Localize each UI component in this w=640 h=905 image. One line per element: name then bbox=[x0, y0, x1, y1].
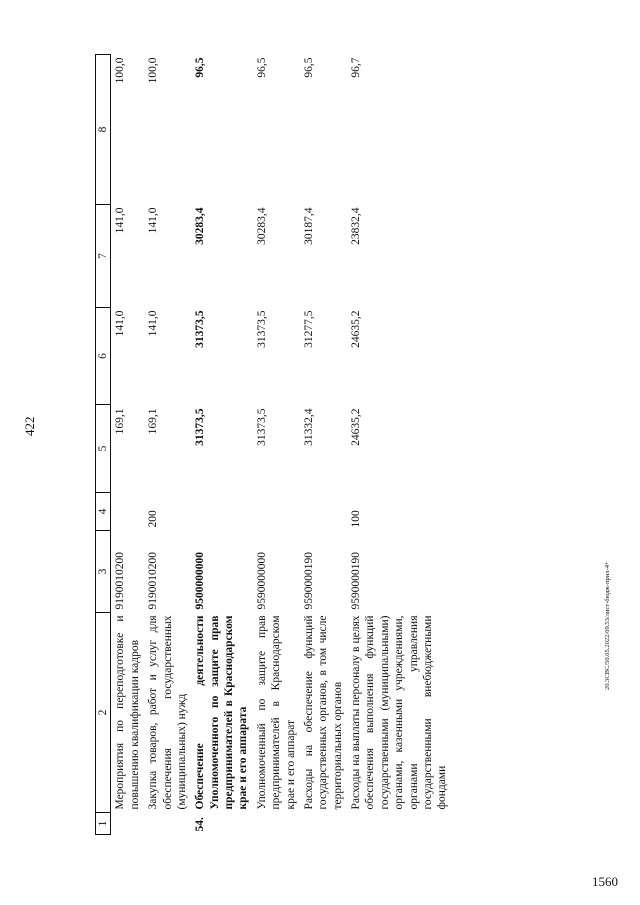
column-header: 8 bbox=[96, 55, 111, 205]
row-value-5: 31332,4 bbox=[302, 408, 315, 446]
row-value-8: 96,5 bbox=[255, 57, 268, 78]
row-name: Закупка товаров, работ и услуг для обеспечения государственных (муниципальных) нужд bbox=[147, 615, 188, 810]
row-value-8: 100,0 bbox=[147, 57, 160, 84]
document-id: 20.3СВС/50.05.2022/09.53/лист-бюдж-прил-4+ bbox=[604, 561, 611, 690]
row-value-6: 31373,5 bbox=[255, 310, 268, 348]
row-code: 9590000000 bbox=[255, 552, 268, 610]
row-code: 9190010200 bbox=[114, 552, 127, 610]
table-header-row bbox=[96, 55, 111, 835]
row-name: Обеспечение деятельности Уполномоченного по защите прав предпринимателей в Краснодарском крае и его аппарата bbox=[194, 615, 250, 810]
table-row bbox=[300, 55, 347, 835]
row-code: 9590000190 bbox=[302, 552, 315, 610]
column-header: 1 bbox=[96, 813, 111, 835]
row-number bbox=[144, 813, 191, 835]
row-name: Уполномоченный по защите прав предпринимателей в Краснодарском крае и его аппарат bbox=[255, 615, 297, 810]
row-number bbox=[253, 813, 300, 835]
row-value-7: 141,0 bbox=[147, 207, 160, 234]
column-header: 4 bbox=[96, 493, 111, 531]
row-name: Мероприятия по переподготовке и повышению квалификации кадров bbox=[114, 615, 141, 810]
row-value-5: 169,1 bbox=[114, 408, 127, 435]
row-type bbox=[300, 493, 347, 531]
row-type: 200 bbox=[147, 510, 160, 528]
budget-table bbox=[95, 54, 452, 835]
table-row bbox=[144, 55, 191, 835]
row-value-5: 31373,5 bbox=[255, 408, 268, 446]
row-code: 9500000000 bbox=[194, 552, 207, 610]
row-value-7: 30283,4 bbox=[255, 207, 268, 245]
row-value-7: 30283,4 bbox=[194, 207, 207, 245]
table-row bbox=[111, 55, 144, 835]
column-header: 7 bbox=[96, 205, 111, 308]
row-number bbox=[300, 813, 347, 835]
row-type bbox=[191, 493, 253, 531]
budget-table-container bbox=[95, 55, 585, 835]
row-type bbox=[253, 493, 300, 531]
row-name: Расходы на выплаты персоналу в целях обеспечения выполнения функций государственными (муниципальными) органами, казенными учреждениями, органами управления государственными внебюджетными фондами bbox=[350, 615, 449, 810]
column-header: 3 bbox=[96, 531, 111, 613]
column-header: 6 bbox=[96, 308, 111, 405]
row-number: 54. bbox=[194, 817, 207, 832]
row-value-6: 141,0 bbox=[114, 310, 127, 337]
row-value-6: 31373,5 bbox=[194, 310, 207, 348]
sheet-number: 1560 bbox=[592, 874, 618, 889]
row-code: 9190010200 bbox=[147, 552, 160, 610]
row-value-7: 30187,4 bbox=[302, 207, 315, 245]
row-value-8: 96,5 bbox=[302, 57, 315, 78]
row-type: 100 bbox=[350, 510, 362, 528]
table-row bbox=[191, 55, 253, 835]
table-row bbox=[347, 55, 452, 835]
row-type bbox=[111, 493, 144, 531]
column-header: 2 bbox=[96, 613, 111, 813]
row-value-6: 31277,5 bbox=[302, 310, 315, 348]
row-value-5: 24635,2 bbox=[350, 408, 362, 446]
page-number: 422 bbox=[22, 416, 37, 436]
table-row bbox=[253, 55, 300, 835]
row-value-6: 24635,2 bbox=[350, 310, 362, 348]
row-value-8: 96,5 bbox=[194, 57, 207, 78]
column-header: 5 bbox=[96, 405, 111, 493]
row-code: 9590000190 bbox=[350, 552, 362, 610]
row-value-5: 31373,5 bbox=[194, 408, 207, 446]
row-number bbox=[111, 813, 144, 835]
row-value-6: 141,0 bbox=[147, 310, 160, 337]
row-value-7: 23832,4 bbox=[350, 207, 362, 245]
row-name: Расходы на обеспечение функций государственных органов, в том числе территориальных органов bbox=[302, 615, 344, 810]
row-number bbox=[347, 813, 452, 835]
row-value-8: 96,7 bbox=[350, 57, 362, 78]
row-value-8: 100,0 bbox=[114, 57, 127, 84]
row-value-5: 169,1 bbox=[147, 408, 160, 435]
row-value-7: 141,0 bbox=[114, 207, 127, 234]
